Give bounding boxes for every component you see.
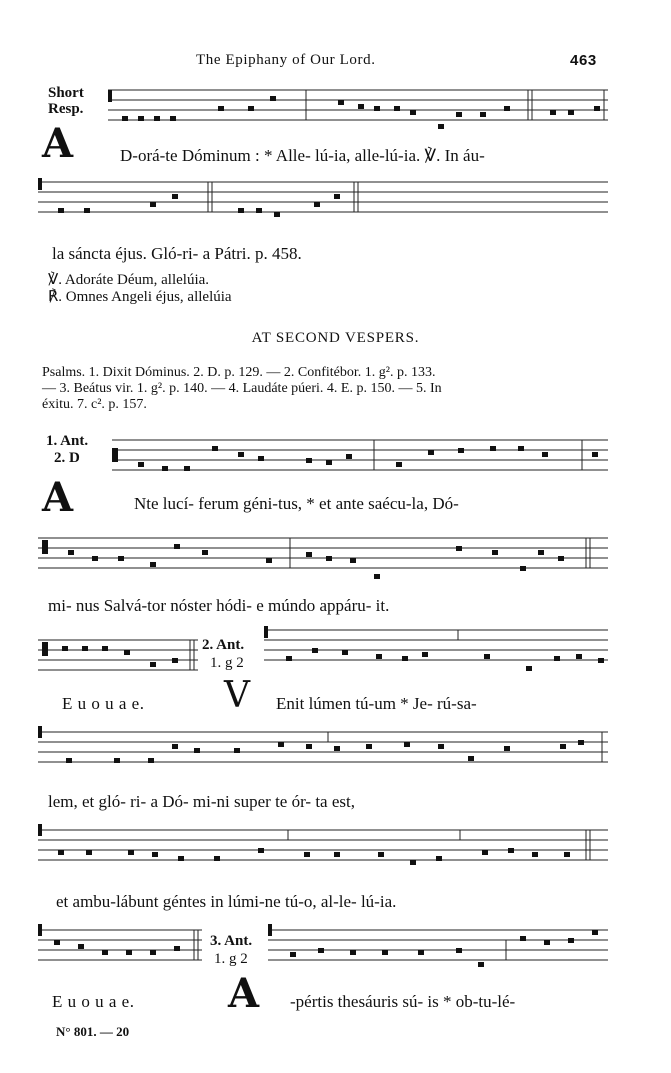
page-number: 463 — [570, 52, 597, 69]
staff-2 — [38, 180, 608, 222]
ant2-lyric-2: lem, et gló- ri- a Dó- mi-ni super te ór- ta est, — [48, 792, 355, 811]
staff-4 — [38, 536, 608, 578]
staff-8a-svg — [38, 922, 202, 964]
staff-5a-svg — [38, 628, 198, 670]
staff-7-svg — [38, 822, 608, 864]
versicle-text: ℣. Adoráte Déum, allelúia. — [48, 272, 210, 288]
staff-8b — [268, 922, 608, 964]
psalms-line-3: éxitu. 7. c². p. 157. — [42, 397, 147, 412]
ant2-lyric-1: Enit lúmen tú-um * Je- rú-sa- — [276, 694, 477, 713]
ant2-label-line2: 1. g 2 — [210, 655, 244, 671]
running-title: The Epiphany of Our Lord. — [196, 52, 376, 68]
ant3-initial: A — [228, 970, 260, 1017]
ant2-lyric-3: et ambu-lábunt géntes in lúmi-ne tú-o, al-le- lú-ia. — [56, 892, 397, 911]
staff-8b-svg — [268, 922, 608, 964]
footer-signature: N° 801. — 20 — [56, 1024, 130, 1039]
response-text: ℟. Omnes Angeli éjus, allelúia — [48, 289, 232, 305]
staff-3 — [112, 438, 608, 480]
short-label-line2: Resp. — [48, 101, 84, 117]
staff-3-svg — [112, 438, 608, 480]
psalms-line-1: Psalms. 1. Dixit Dóminus. 2. D. p. 129. — 2. Confitébor. 1. g². p. 133. — [42, 365, 436, 380]
staff-6 — [38, 724, 608, 766]
staff-1 — [108, 88, 608, 130]
ant1-label-line2: 2. D — [54, 450, 80, 466]
ant3-label-line1: 3. Ant. — [210, 933, 253, 949]
short-resp-lyric-2: la sáncta éjus. Gló-ri- a Pátri. p. 458. — [52, 244, 302, 263]
ant3-lyric-1: -pértis thesáuris sú- is * ob-tu-lé- — [290, 992, 516, 1011]
staff-4-svg — [38, 536, 608, 578]
staff-5b — [264, 628, 608, 670]
staff-2-svg — [38, 180, 608, 222]
ant2-label-line1: 2. Ant. — [202, 637, 245, 653]
psalms-line-2: — 3. Beátus vir. 1. g². p. 140. — 4. Laudáte púeri. 4. E. p. 150. — 5. In — [42, 381, 442, 396]
section-title: AT SECOND VESPERS. — [251, 330, 420, 346]
short-label-line1: Short — [48, 85, 84, 101]
staff-1-svg — [108, 88, 608, 130]
ant1-euouae: E u o u a e. — [62, 694, 145, 713]
staff-7 — [38, 822, 608, 864]
staff-6-svg — [38, 724, 608, 766]
staff-5a — [38, 628, 198, 670]
ant3-label-line2: 1. g 2 — [214, 951, 248, 967]
short-resp-initial: A — [42, 120, 74, 167]
short-resp-lyric-1: D-orá-te Dóminum : * Alle- lú-ia, alle-lú-ia. ℣. In áu- — [120, 146, 485, 165]
ant2-initial: V — [224, 675, 250, 716]
ant2-euouae: E u o u a e. — [52, 992, 135, 1011]
ant1-lyric-2: mi- nus Salvá-tor nóster hódi- e múndo appáru- it. — [48, 596, 390, 615]
ant1-label-line1: 1. Ant. — [46, 433, 89, 449]
staff-5b-svg — [264, 628, 608, 670]
ant1-lyric-1: Nte lucí- ferum géni-tus, * et ante saécu-la, Dó- — [134, 494, 459, 513]
ant1-initial: A — [42, 474, 74, 521]
staff-8a — [38, 922, 202, 964]
